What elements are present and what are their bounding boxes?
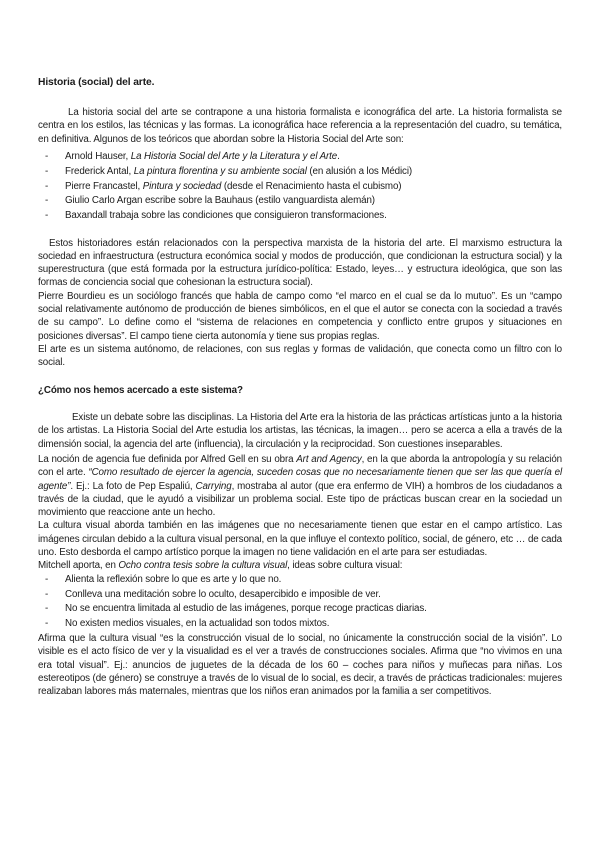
text-run: El arte es un sistema autónomo, de relaciones, con sus reglas y formas de validación, que conecta como un filtro con lo social. bbox=[38, 344, 562, 369]
text-run: La historia social del arte se contrapone a una historia formalista e iconográfica del arte. La historia formalista se centra en los estilos, las técnicas y las formas. La iconográfica hace referencia a la representación del cuadro, su temática, en definitiva. Algunos de los teóricos que abordan sobre la Historia Social del Arte son: bbox=[38, 107, 562, 145]
list-item bbox=[38, 617, 562, 630]
text-run: Carrying bbox=[195, 480, 232, 492]
list-item bbox=[38, 194, 562, 207]
list-item-text bbox=[65, 574, 281, 585]
text-run: La Historia Social del Arte y la Literatura y el Arte bbox=[130, 150, 338, 162]
paragraph bbox=[38, 519, 562, 559]
list-item bbox=[38, 150, 562, 163]
paragraph bbox=[38, 453, 562, 520]
list-item bbox=[38, 602, 562, 615]
text-run: La cultura visual aborda también en las imágenes que no necesariamente tienen que estar en el campo artístico. Las imágenes circulan debido a la cultura visual personal, en la que influye el contexto político, social, de género, etc … de cada uno. Esto desborda el campo artístico porque la imagen no tiene validación en el arte para ser estudiadas. bbox=[38, 520, 562, 559]
text-run: Afirma que la cultura visual “es la construcción visual de lo social, no únicamente la construcción social de la visión”. Lo visible es el acto físico de ver y la visualidad es el ver a través de construcciones sociales. Afirma que “no vivimos en una era total visual”. Ej.: anuncios de juguetes de la década de los 60 – coches para niños y muñecas para niñas. Los estereotipos (de género) se construye a través de lo visual de lo social, es decir, a través de prácticas tradicionales: mujeres realizaban labores más maternales, mientras que los niños eran animados por la familia a ser competitivos. bbox=[38, 632, 562, 698]
list-item bbox=[38, 588, 562, 601]
text-run: Historia (social) del arte. bbox=[38, 77, 155, 88]
document-content bbox=[38, 76, 562, 699]
paragraph bbox=[38, 411, 562, 451]
bullet-dash: - bbox=[45, 150, 49, 162]
text-run: Estos historiadores están relacionados con la perspectiva marxista de la historia del arte. El marxismo estructura la sociedad en infraestructura (estructura económica social y modos de producción, que condicionan la estructura social) y la superestructura (que está formada por la estructura jurídico-política: Estado, leyes… y estructura ideológica, que son las formas de conciencia social que cohesionan la estructura social). bbox=[38, 237, 562, 289]
bullet-dash: - bbox=[45, 180, 49, 192]
paragraph bbox=[38, 559, 562, 572]
paragraph bbox=[38, 290, 562, 343]
text-run: No se encuentra limitada al estudio de las imágenes, porque recoge practicas diarias. bbox=[65, 603, 427, 615]
text-run: Ocho contra tesis sobre la cultura visual bbox=[118, 560, 288, 572]
text-run: . Ej.: La foto de Pep Espaliú, bbox=[70, 480, 196, 492]
bullet-list bbox=[38, 573, 562, 631]
text-run: Arnold Hauser, bbox=[65, 150, 131, 162]
text-run: No existen medios visuales, en la actualidad son todos mixtos. bbox=[65, 618, 330, 630]
list-item bbox=[38, 165, 562, 178]
section-heading bbox=[38, 384, 562, 397]
bullet-dash: - bbox=[45, 210, 49, 222]
list-item-text bbox=[65, 151, 340, 162]
list-item-text bbox=[65, 195, 375, 206]
paragraph bbox=[38, 632, 562, 699]
bullet-dash: - bbox=[45, 618, 49, 630]
list-item bbox=[38, 573, 562, 586]
list-item-text bbox=[65, 589, 381, 600]
text-run: , ideas sobre cultura visual: bbox=[287, 560, 403, 572]
text-run: Pintura y sociedad bbox=[142, 180, 222, 192]
text-run: , mostraba al autor (que era enfermo de VIH) a hombros de los ciudadanos a través de la ciudad, que le ayudó a visibilizar un problema social. Este tipo de prácticas buscan crear en la sociedad un movimiento que reaccione ante un hecho. bbox=[38, 480, 562, 519]
paragraph bbox=[38, 343, 562, 370]
text-run: La noción de agencia fue definida por Alfred Gell en su obra bbox=[38, 453, 297, 465]
paragraph bbox=[38, 106, 562, 146]
text-run: La pintura florentina y su ambiente social bbox=[133, 165, 307, 177]
text-run: (en alusión a los Médici) bbox=[306, 165, 413, 177]
list-item bbox=[38, 180, 562, 193]
bullet-dash: - bbox=[45, 588, 49, 600]
document-title bbox=[38, 76, 562, 90]
text-run: Frederick Antal, bbox=[65, 165, 134, 177]
list-item-text bbox=[65, 603, 427, 614]
text-run: Pierre Francastel, bbox=[65, 180, 143, 192]
text-run: Giulio Carlo Argan escribe sobre la Bauhaus (estilo vanguardista alemán) bbox=[65, 195, 375, 207]
bullet-dash: - bbox=[45, 603, 49, 615]
text-run: Conlleva una meditación sobre lo oculto, desapercibido e imposible de ver. bbox=[65, 588, 381, 600]
text-run: Baxandall trabaja sobre las condiciones que consiguieron transformaciones. bbox=[65, 210, 387, 222]
bullet-dash: - bbox=[45, 195, 49, 207]
text-run: “Como resultado de ejercer la agencia, suceden cosas que no necesariamente tienen que ser las que quería el agente” bbox=[38, 467, 562, 492]
bullet-list bbox=[38, 150, 562, 223]
text-run: Pierre Bourdieu es un sociólogo francés que habla de campo como “el marco en el cual se da lo mutuo”. Es un “campo social relativamente autónomo de producción de bienes simbólicos, en el que el autor se conecta con la sociedad a través de su campo”. Lo define como el “sistema de relaciones en competencia y conflicto entre grupos y situaciones en posiciones diversas”. El campo tiene cierta autonomía y tiene sus propias reglas. bbox=[38, 290, 562, 342]
text-run: Art and Agency bbox=[296, 453, 362, 465]
text-run: (desde el Renacimiento hasta el cubismo) bbox=[221, 180, 402, 192]
list-item bbox=[38, 209, 562, 222]
text-run: ¿Cómo nos hemos acercado a este sistema? bbox=[38, 384, 243, 396]
text-run: . bbox=[337, 150, 340, 162]
bullet-dash: - bbox=[45, 573, 49, 585]
bullet-dash: - bbox=[45, 165, 49, 177]
list-item-text bbox=[65, 181, 401, 192]
text-run: Existe un debate sobre las disciplinas. La Historia del Arte era la historia de las prácticas artísticas junto a la historia de los artistas. La Historia Social del Arte estudia los artistas, las técnicas, la imagen… pero se acerca a ella a través de la dimensión social, la agencia del arte (influencia), la circulación y la reciprocidad. Son cuestiones inseparables. bbox=[38, 411, 562, 450]
list-item-text bbox=[65, 166, 412, 177]
text-run: Alienta la reflexión sobre lo que es arte y lo que no. bbox=[65, 573, 282, 585]
list-item-text bbox=[65, 210, 387, 221]
text-run: , en la que aborda la antropología y su relación con el arte. bbox=[38, 453, 563, 479]
list-item-text bbox=[65, 618, 329, 629]
text-run: Mitchell aporta, en bbox=[38, 560, 119, 572]
paragraph bbox=[38, 237, 562, 290]
